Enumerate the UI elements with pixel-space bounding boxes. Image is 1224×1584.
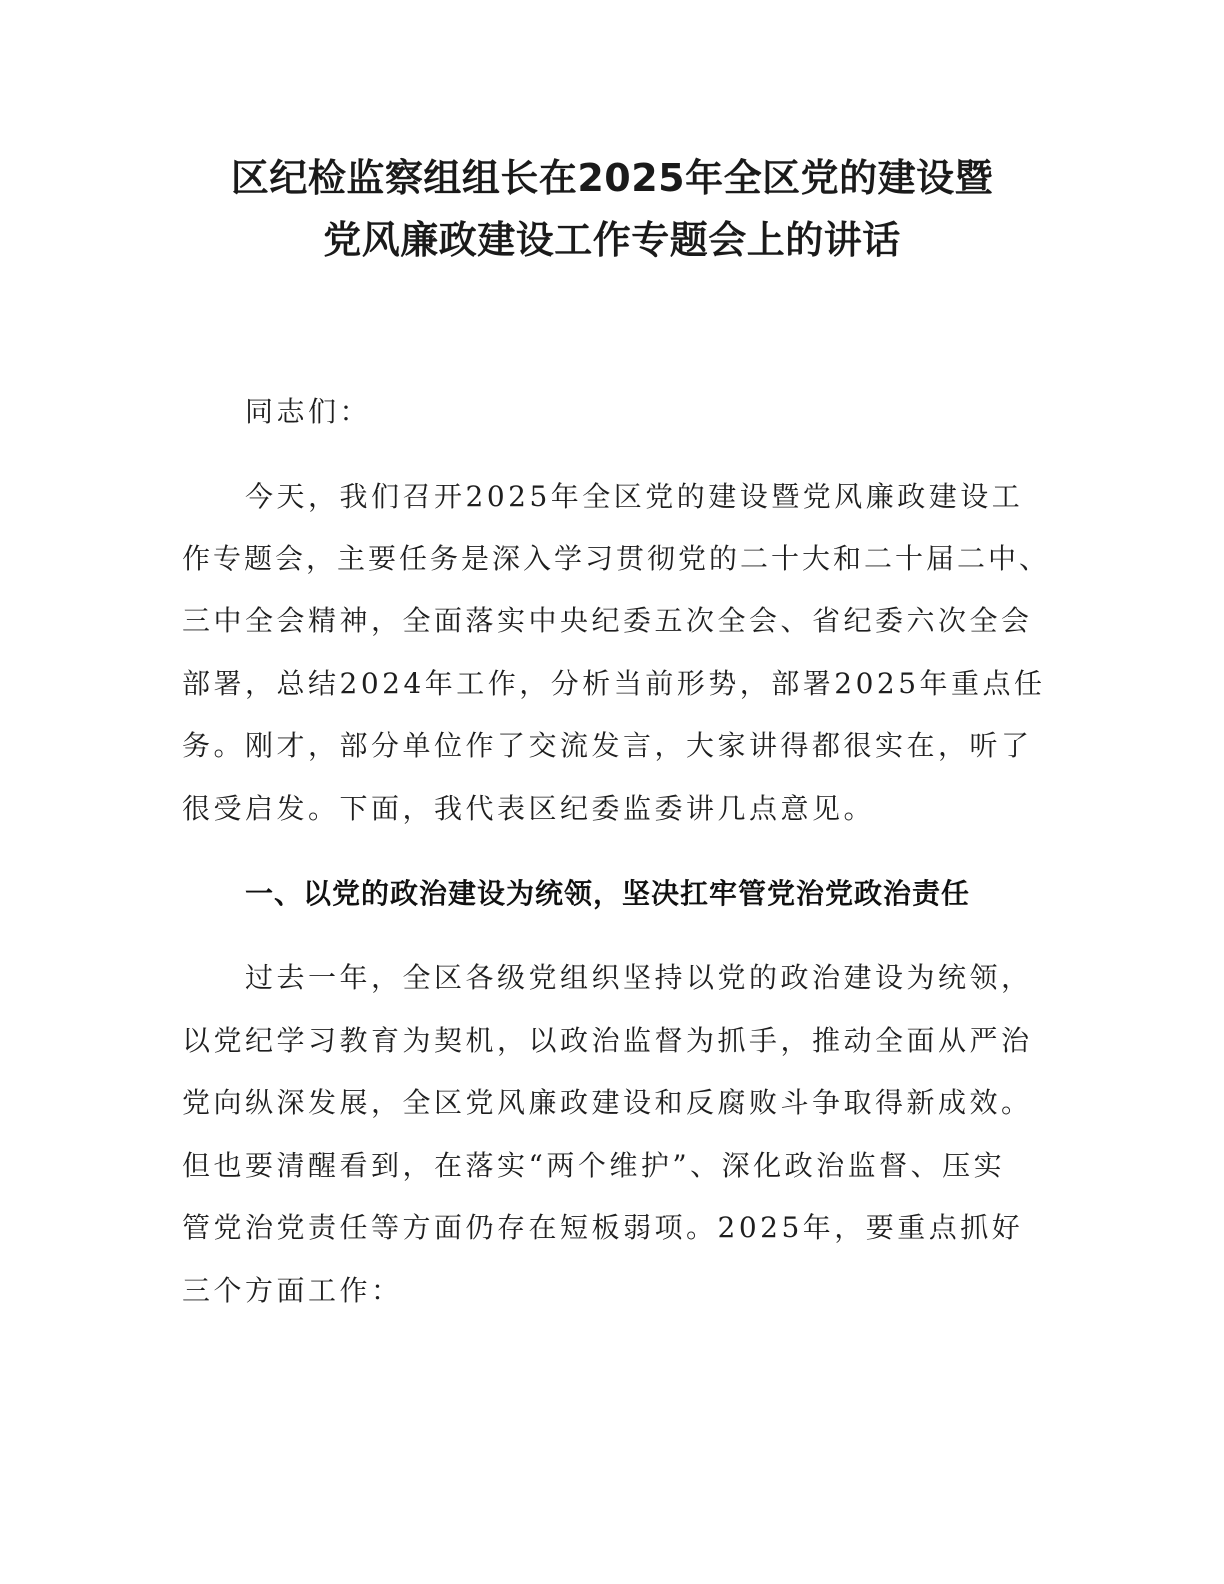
paragraph-2-line-4: 但也要清醒看到，在落实“两个维护”、深化政治监督、压实 — [182, 1149, 1006, 1182]
paragraph-1-line-5: 务。刚才，部分单位作了交流发言，大家讲得都很实在，听了 — [182, 729, 1033, 762]
paragraph-2-line-2: 以党纪学习教育为契机，以政治监督为抓手，推动全面从严治 — [182, 1024, 1033, 1057]
paragraph-1-line-3: 三中全会精神，全面落实中央纪委五次全会、省纪委六次全会 — [182, 604, 1033, 637]
paragraph-2-line-1: 过去一年，全区各级党组织坚持以党的政治建设为统领， — [245, 961, 1033, 994]
document-title-line-2: 党风廉政建设工作专题会上的讲话 — [323, 218, 901, 262]
document-title-line-1: 区纪检监察组组长在2025年全区党的建设暨 — [230, 156, 994, 200]
paragraph-1-line-2: 作专题会，主要任务是深入学习贯彻党的二十大和二十届二中、 — [182, 542, 1051, 575]
paragraph-1-line-4: 部署，总结2024年工作，分析当前形势，部署2025年重点任 — [182, 667, 1046, 700]
paragraph-1-line-1: 今天，我们召开2025年全区党的建设暨党风廉政建设工 — [245, 480, 1024, 513]
paragraph-2-line-5: 管党治党责任等方面仍存在短板弱项。2025年，要重点抓好 — [182, 1211, 1024, 1244]
paragraph-2-line-3: 党向纵深发展，全区党风廉政建设和反腐败斗争取得新成效。 — [182, 1086, 1033, 1119]
paragraph-1-line-6: 很受启发。下面，我代表区纪委监委讲几点意见。 — [182, 792, 876, 825]
paragraph-2-line-6: 三个方面工作： — [182, 1274, 403, 1307]
salutation: 同志们： — [245, 395, 372, 428]
section-1-heading: 一、以党的政治建设为统领，坚决扛牢管党治党政治责任 — [245, 877, 971, 910]
